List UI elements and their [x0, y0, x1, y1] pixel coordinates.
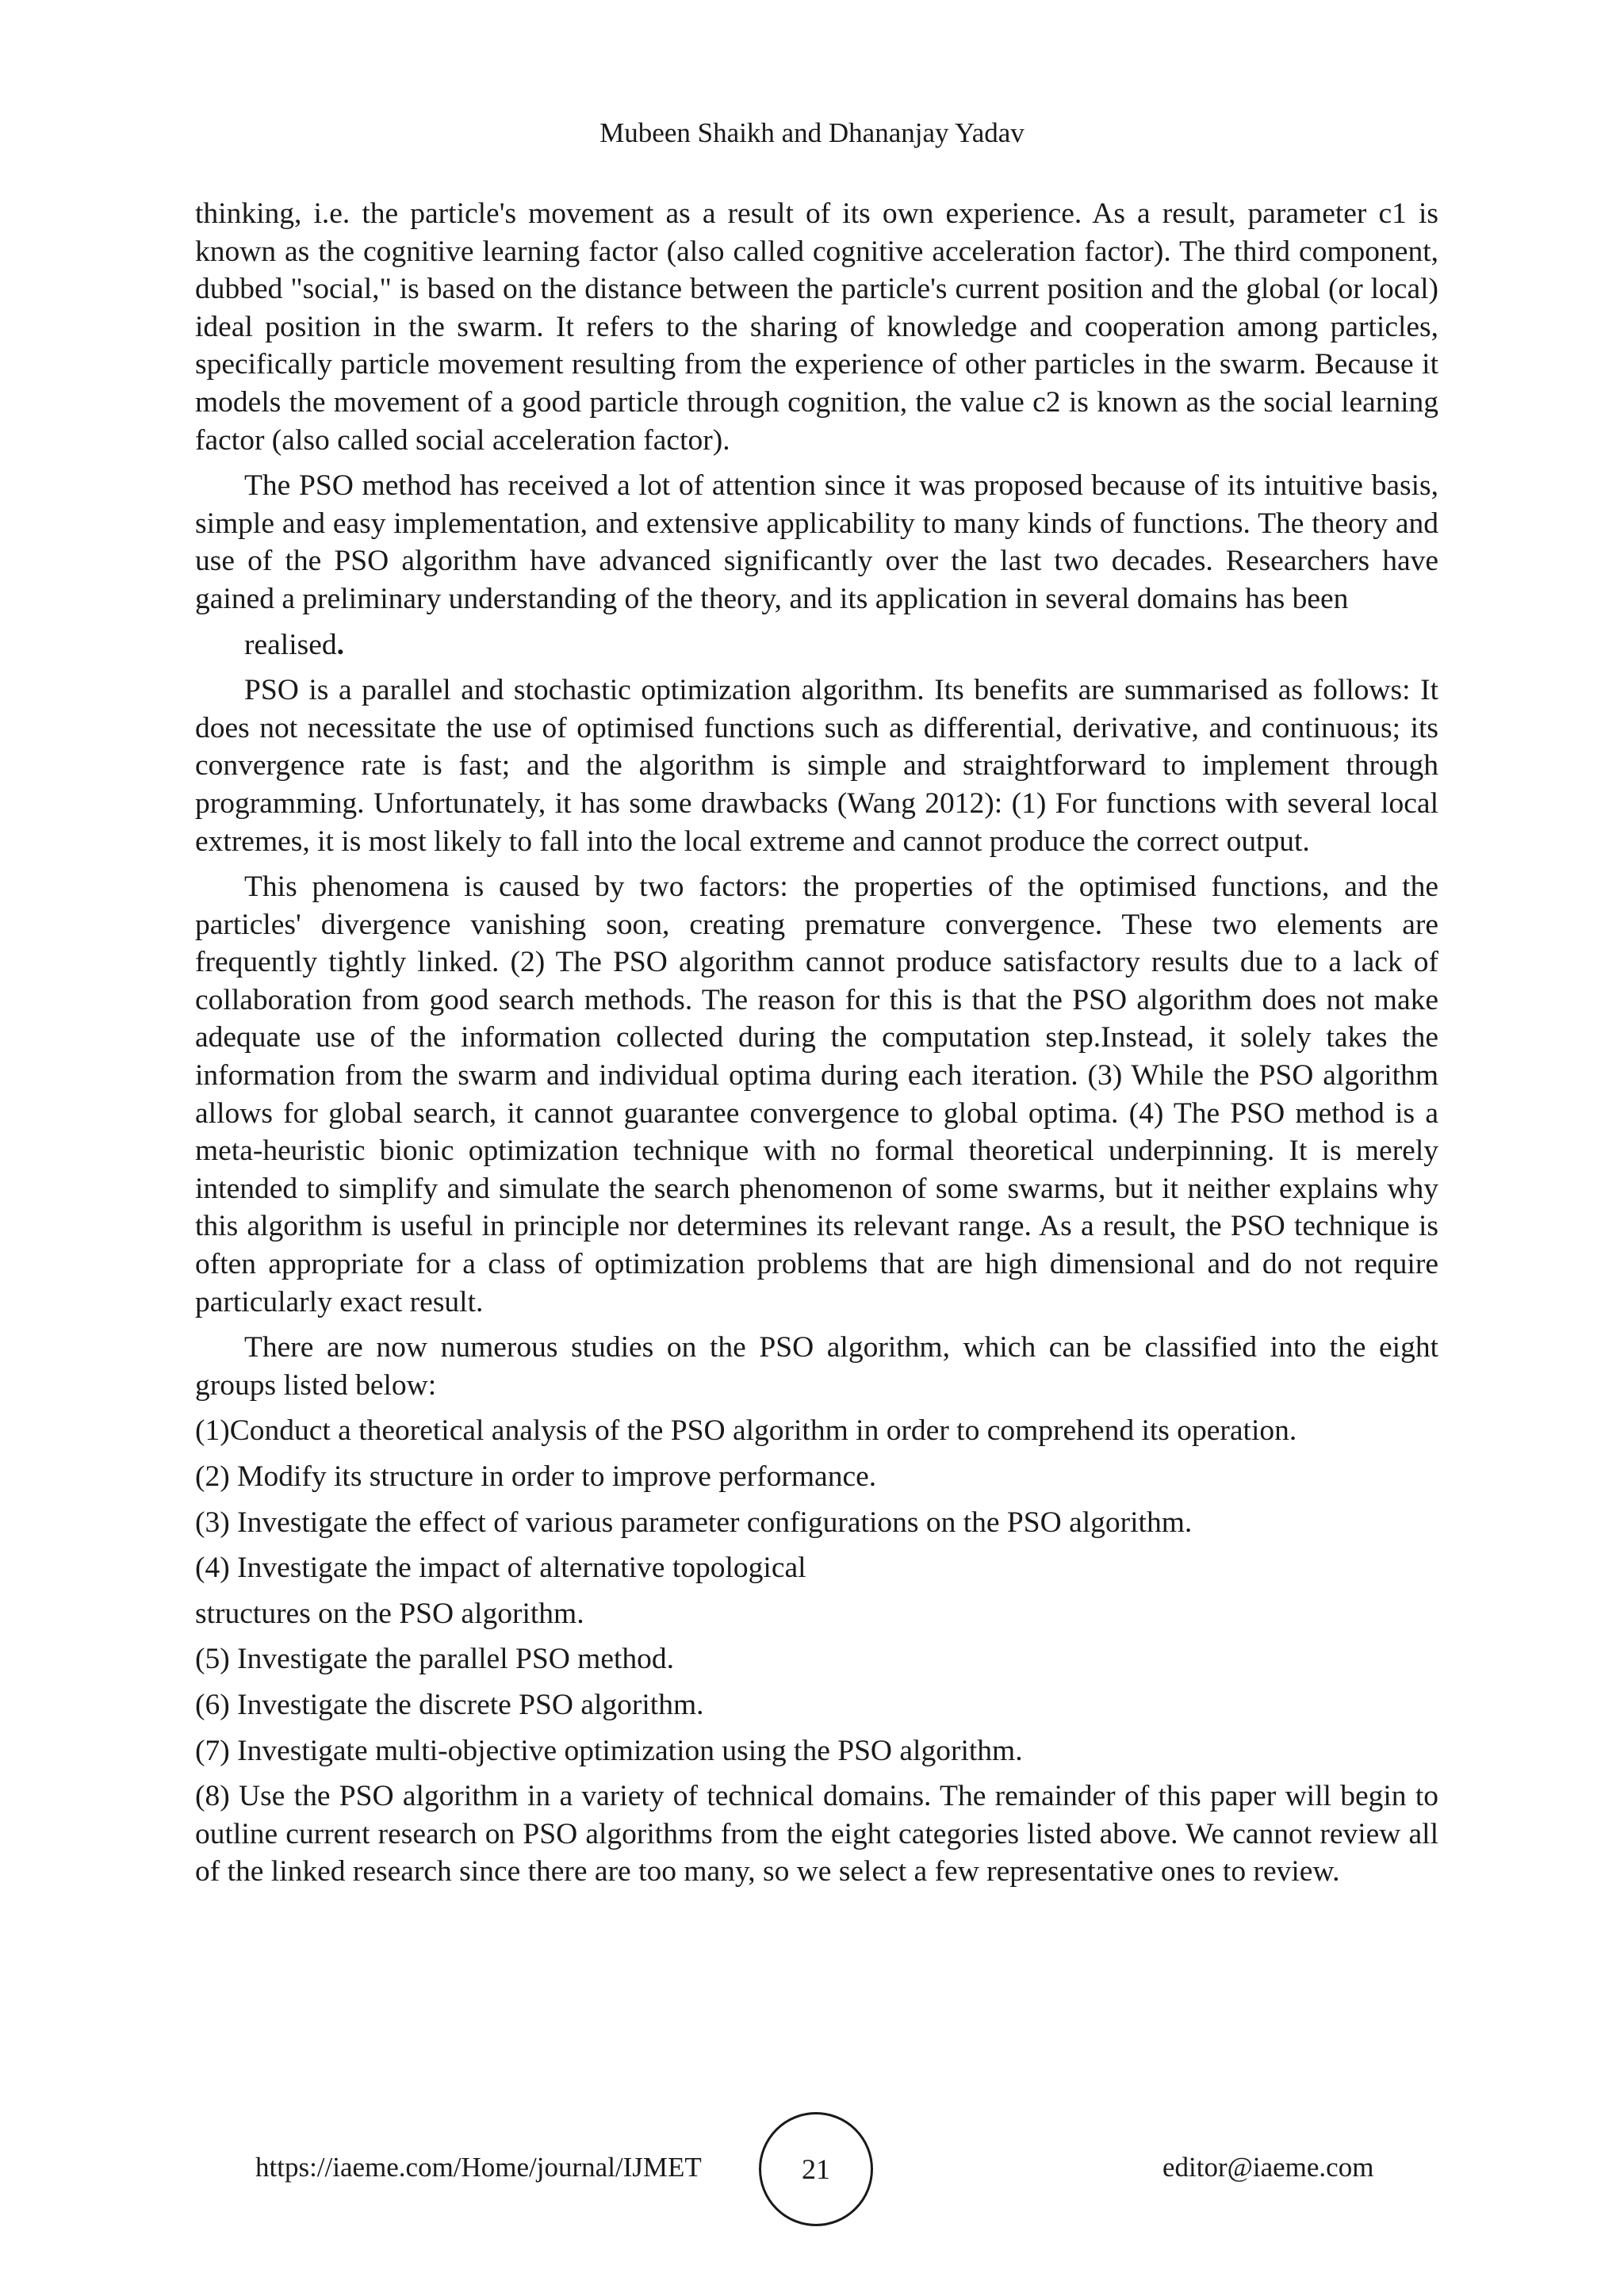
- list-item-5: (5) Investigate the parallel PSO method.: [195, 1643, 675, 1676]
- list-item-4: (4) Investigate the impact of alternative topological: [195, 1552, 806, 1585]
- paragraph-realised: [195, 626, 1438, 664]
- realised-word: realised: [244, 628, 337, 661]
- list-item-7: (7) Investigate multi-objective optimization using the PSO algorithm.: [195, 1734, 1023, 1767]
- paragraph-pso-benefits: PSO is a parallel and stochastic optimization algorithm. Its benefits are summarised as follows: It does not necessitate the use of optimised functions such as differential, derivative, and continuous; its convergence rate is fast; and the algorithm is simple and straightforward to implement through programming. Unfortunately, it has some drawbacks (Wang 2012): (1) For functions with several local extremes, it is most likely to fall into the local extreme and cannot produce the correct output.: [195, 674, 1438, 858]
- footer-email-link[interactable]: editor@iaeme.com: [1162, 2152, 1374, 2183]
- paragraph-pso-attention: The PSO method has received a lot of attention since it was proposed because of its intuitive basis, simple and easy implementation, and extensive applicability to many kinds of functions. The theory and use of the PSO algorithm have advanced significantly over the last two decades. Researchers have gained a preliminary understanding of the theory, and its application in several domains has been: [195, 469, 1438, 615]
- paragraph-continuation: thinking, i.e. the particle's movement as a result of its own experience. As a result, parameter c1 is known as the cognitive learning factor (also called cognitive acceleration factor). The third component, dubbed "social," is based on the distance between the particle's current position and the global (or local) ideal position in the swarm. It refers to the sharing of knowledge and cooperation among particles, specifically particle movement resulting from the experience of other particles in the swarm. Because it models the movement of a good particle through cognition, the value c2 is known as the social learning factor (also called social acceleration factor).: [195, 197, 1438, 457]
- paragraph-studies-intro: There are now numerous studies on the PSO algorithm, which can be classified into the eight groups listed below:: [195, 1331, 1438, 1402]
- page-number-circle: [759, 2112, 873, 2226]
- realised-period: .: [336, 628, 344, 661]
- list-item-8: (8) Use the PSO algorithm in a variety of technical domains. The remainder of this paper will begin to outline current research on PSO algorithms from the eight categories listed above. We cannot review all of the linked research since there are too many, so we select a few representative ones to review.: [195, 1780, 1438, 1888]
- list-item-1: (1)Conduct a theoretical analysis of the PSO algorithm in order to comprehend its operation.: [195, 1414, 1297, 1448]
- running-header-authors: Mubeen Shaikh and Dhananjay Yadav: [599, 117, 1025, 148]
- paragraph-phenomena: This phenomena is caused by two factors: the properties of the optimised functions, and the particles' divergence vanishing soon, creating premature convergence. These two elements are frequently tightly linked. (2) The PSO algorithm cannot produce satisfactory results due to a lack of collaboration from good search methods. The reason for this is that the PSO algorithm does not make adequate use of the information collected during the computation step.Instead, it solely takes the information from the swarm and individual optima during each iteration. (3) While the PSO algorithm allows for global search, it cannot guarantee convergence to global optima. (4) The PSO method is a meta-heuristic bionic optimization technique with no formal theoretical underpinning. It is merely intended to simplify and simulate the search phenomenon of some swarms, but it neither explains why this algorithm is useful in principle nor determines its relevant range. As a result, the PSO technique is often appropriate for a class of optimization problems that are high dimensional and do not require particularly exact result.: [195, 871, 1438, 1318]
- footer-journal-link[interactable]: https://iaeme.com/Home/journal/IJMET: [255, 2152, 702, 2183]
- list-item-4-continuation: structures on the PSO algorithm.: [195, 1597, 584, 1630]
- list-item-6: (6) Investigate the discrete PSO algorithm.: [195, 1688, 704, 1721]
- list-item-2: (2) Modify its structure in order to improve performance.: [195, 1460, 877, 1493]
- page-number: 21: [802, 2153, 830, 2185]
- list-item-3: (3) Investigate the effect of various parameter configurations on the PSO algorithm.: [195, 1506, 1193, 1539]
- body-text: [195, 195, 1438, 1891]
